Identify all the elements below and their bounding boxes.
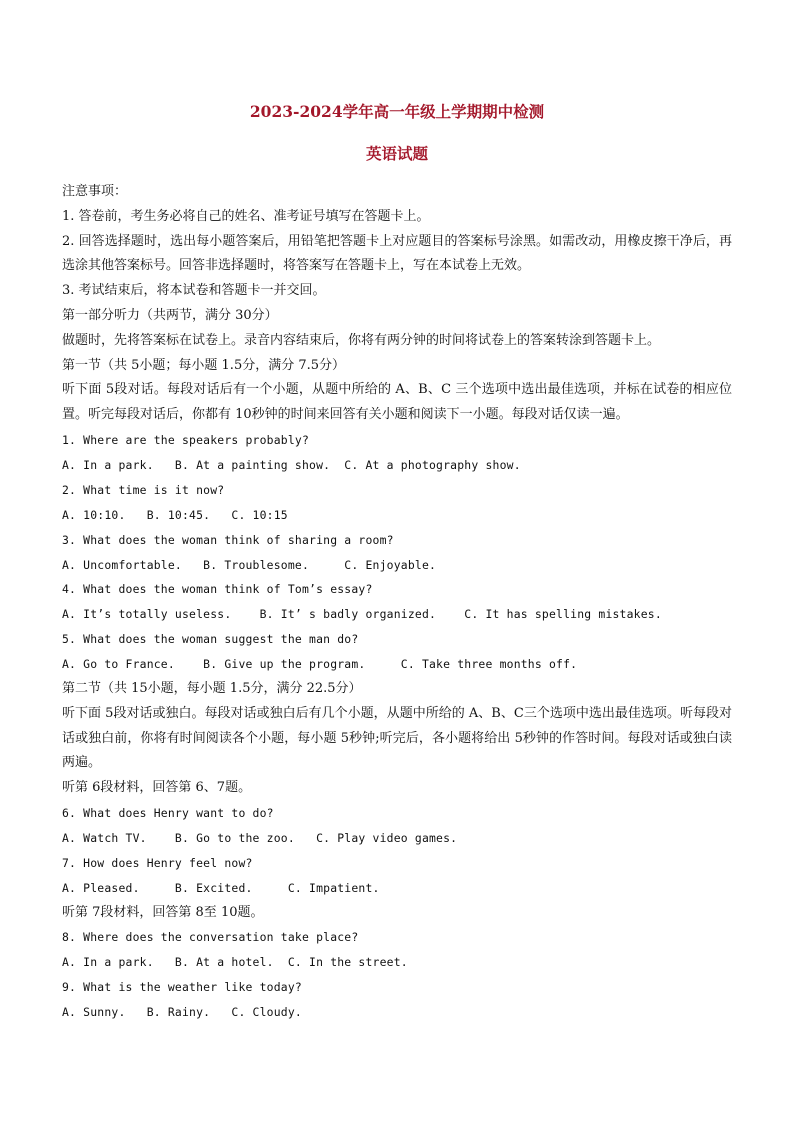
part1-heading: 第一部分听力（共两节，满分 30分） (62, 307, 278, 323)
answer-options: A. Go to France. B. Give up the program. C. Take three months off. (62, 657, 578, 672)
question: 9. What is the weather like today? (62, 980, 302, 995)
notes-item: 2. 回答选择题时，选出每小题答案后，用铅笔把答题卡上对应题目的答案标号涂黑。如需改动，用橡皮擦干净后，再选涂其他答案标号。回答非选择题时，将答案写在答题卡上，写在本试卷上无效。 (62, 233, 732, 274)
answer-options: A. In a park. B. At a painting show. C. At a photography show. (62, 457, 521, 472)
answer-options: A. Uncomfortable. B. Troublesome. C. Enjoyable. (62, 557, 437, 572)
question: 6. What does Henry want to do? (62, 806, 274, 821)
group-intro: 听第 7段材料，回答第 8至 10题。 (62, 904, 264, 920)
answer-options: A. It’s totally useless. B. It’ s badly organized. C. It has spelling mistakes. (62, 607, 662, 622)
section1-instruction: 听下面 5段对话。每段对话后有一个小题，从题中所给的 A、B、C 三个选项中选出最佳选项，并标在试卷的相应位置。听完每段对话后，你都有 10秒钟的时间来回答有关小题和阅读下一小题。每段对话仅读一遍。 (62, 382, 732, 423)
exam-title: 2023-2024学年高一年级上学期期中检测 (249, 102, 545, 121)
question: 8. Where does the conversation take place? (62, 930, 359, 945)
answer-options: A. In a park. B. At a hotel. C. In the street. (62, 955, 408, 970)
question: 5. What does the woman suggest the man do? (62, 632, 359, 647)
answer-options: A. Pleased. B. Excited. C. Impatient. (62, 880, 380, 895)
section2-heading: 第二节（共 15小题，每小题 1.5分，满分 22.5分） (62, 681, 362, 697)
answer-options: A. Watch TV. B. Go to the zoo. C. Play video games. (62, 830, 458, 845)
section1-heading: 第一节（共 5小题；每小题 1.5分，满分 7.5分） (62, 357, 346, 373)
notes-heading: 注意事项： (62, 184, 128, 199)
question: 3. What does the woman think of sharing a room? (62, 532, 394, 547)
answer-options: A. Sunny. B. Rainy. C. Cloudy. (62, 1005, 302, 1020)
question: 2. What time is it now? (62, 482, 225, 497)
question: 1. Where are the speakers probably? (62, 432, 310, 447)
notes-item: 1. 答卷前，考生务必将自己的姓名、准考证号填写在答题卡上。 (62, 208, 430, 224)
notes-block (62, 180, 732, 304)
notes-item: 3. 考试结束后，将本试卷和答题卡一并交回。 (62, 283, 326, 299)
question: 7. How does Henry feel now? (62, 855, 253, 870)
answer-options: A. 10:10. B. 10:45. C. 10:15 (62, 507, 288, 522)
exam-subtitle: 英语试题 (365, 144, 428, 163)
part1-instruction: 做题时，先将答案标在试卷上。录音内容结束后，你将有两分钟的时间将试卷上的答案转涂到答题卡上。 (62, 332, 661, 348)
question: 4. What does the woman think of Tom’s essay? (62, 582, 373, 597)
section2-instruction: 听下面 5段对话或独白。每段对话或独白后有几个小题，从题中所给的 A、B、C三个选项中选出最佳选项。听每段对话或独白前，你将有时间阅读各个小题，每小题 5秒钟;听完后，各小题将给出 5秒钟的作答时间。每段对话或独白读两遍。 (62, 705, 732, 771)
group-intro: 听第 6段材料，回答第 6、7题。 (62, 780, 252, 796)
